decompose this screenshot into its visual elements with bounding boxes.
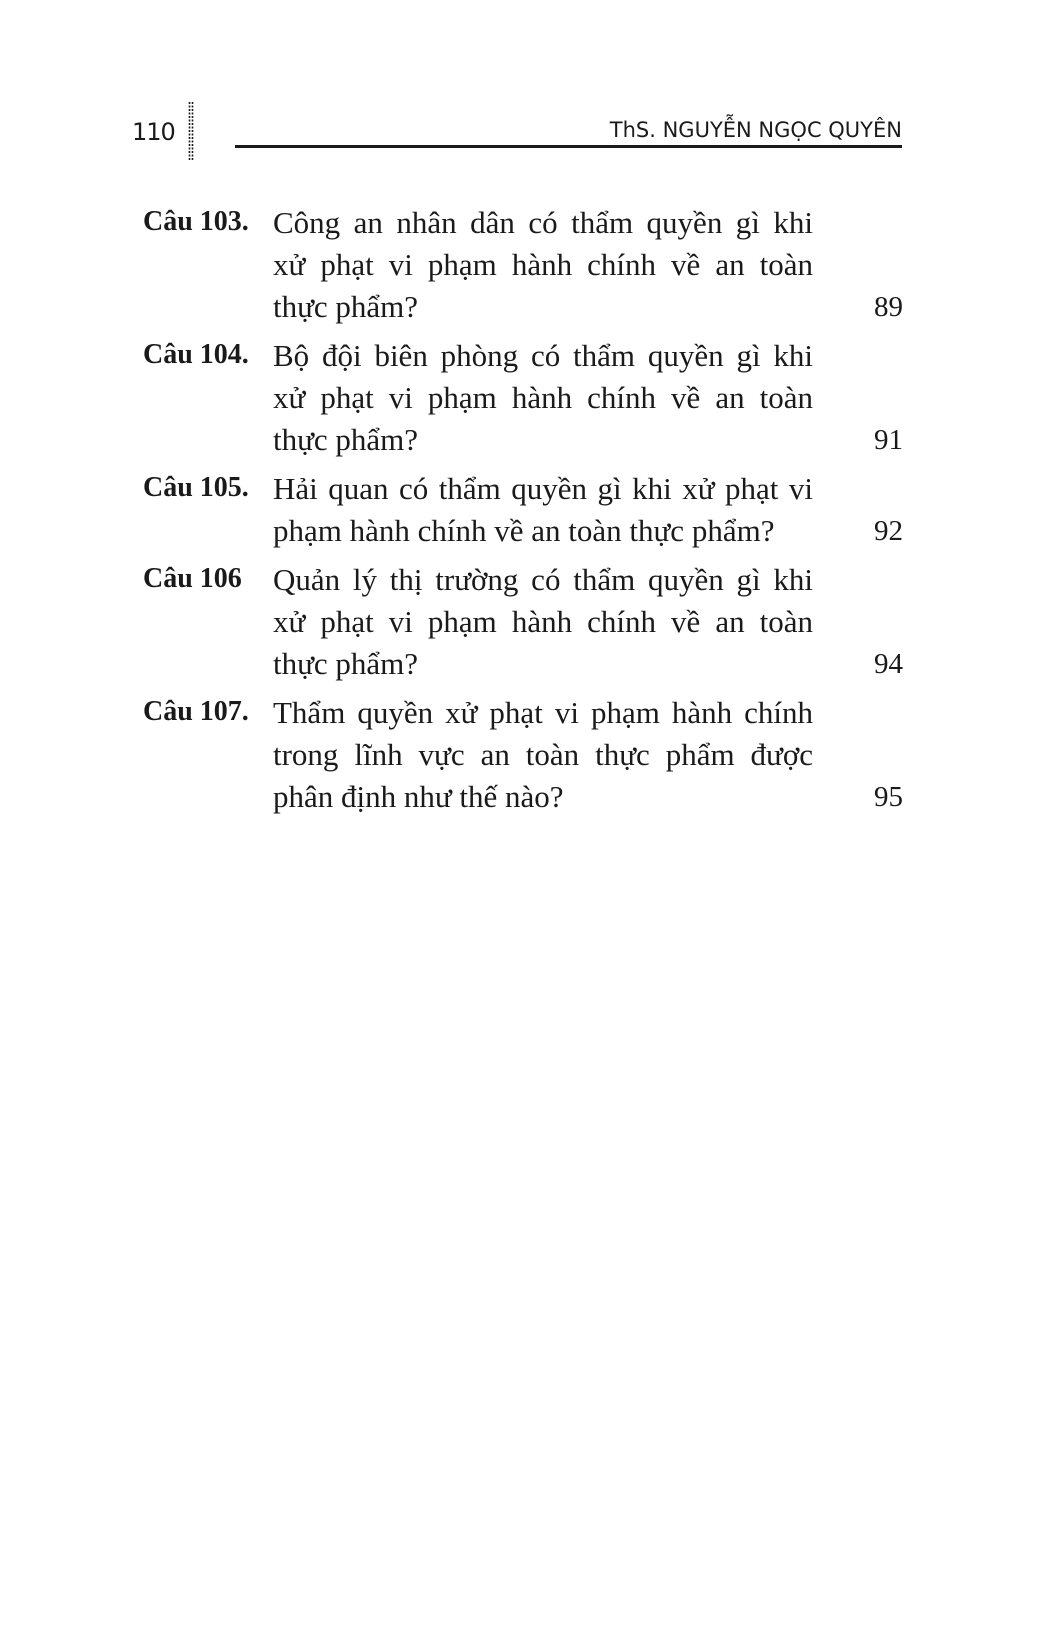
entry-line: Quản lý thị trường có thẩm quyền gì khi xyxy=(273,562,813,597)
entry-line: Công an nhân dân có thẩm quyền gì khi xyxy=(273,205,813,240)
entry-page-number: 89 xyxy=(874,291,903,323)
page-number: 110 xyxy=(132,118,175,146)
entry-line: phân định như thế nào? xyxy=(273,779,564,814)
entry-line: xử phạt vi phạm hành chính về an toàn xyxy=(273,380,813,415)
entry-text xyxy=(273,692,813,818)
toc-entry xyxy=(143,335,903,461)
toc-entry xyxy=(143,468,903,552)
entry-line: thực phẩm? xyxy=(273,289,419,324)
entry-page-number: 94 xyxy=(874,648,903,680)
entry-line: Thẩm quyền xử phạt vi phạm hành chính xyxy=(273,695,813,730)
entry-line: phạm hành chính về an toàn thực phẩm? xyxy=(273,513,775,548)
entry-page-number: 91 xyxy=(874,424,903,456)
toc-entry xyxy=(143,559,903,685)
entry-label: Câu 106 xyxy=(143,563,242,594)
toc-entry xyxy=(143,202,903,328)
header-rule xyxy=(235,145,902,148)
entry-label: Câu 103. xyxy=(143,206,249,237)
header-ornament xyxy=(188,102,194,160)
toc-entry xyxy=(143,692,903,818)
entry-line: trong lĩnh vực an toàn thực phẩm được xyxy=(273,737,813,772)
entry-text xyxy=(273,202,813,328)
entry-text xyxy=(273,335,813,461)
entry-page-number: 95 xyxy=(874,781,903,813)
page-header xyxy=(0,0,1040,170)
entry-line: thực phẩm? xyxy=(273,646,419,681)
table-of-contents xyxy=(143,202,903,825)
entry-page-number: 92 xyxy=(874,515,903,547)
entry-line: Bộ đội biên phòng có thẩm quyền gì khi xyxy=(273,338,813,373)
entry-line: xử phạt vi phạm hành chính về an toàn xyxy=(273,604,813,639)
entry-label: Câu 104. xyxy=(143,339,249,370)
entry-line: xử phạt vi phạm hành chính về an toàn xyxy=(273,247,813,282)
entry-text xyxy=(273,468,813,552)
entry-label: Câu 107. xyxy=(143,696,249,727)
entry-label: Câu 105. xyxy=(143,472,249,503)
entry-line: Hải quan có thẩm quyền gì khi xử phạt vi xyxy=(273,471,813,506)
entry-text xyxy=(273,559,813,685)
entry-line: thực phẩm? xyxy=(273,422,419,457)
running-head-author: ThS. NGUYỄN NGỌC QUYÊN xyxy=(609,118,902,142)
